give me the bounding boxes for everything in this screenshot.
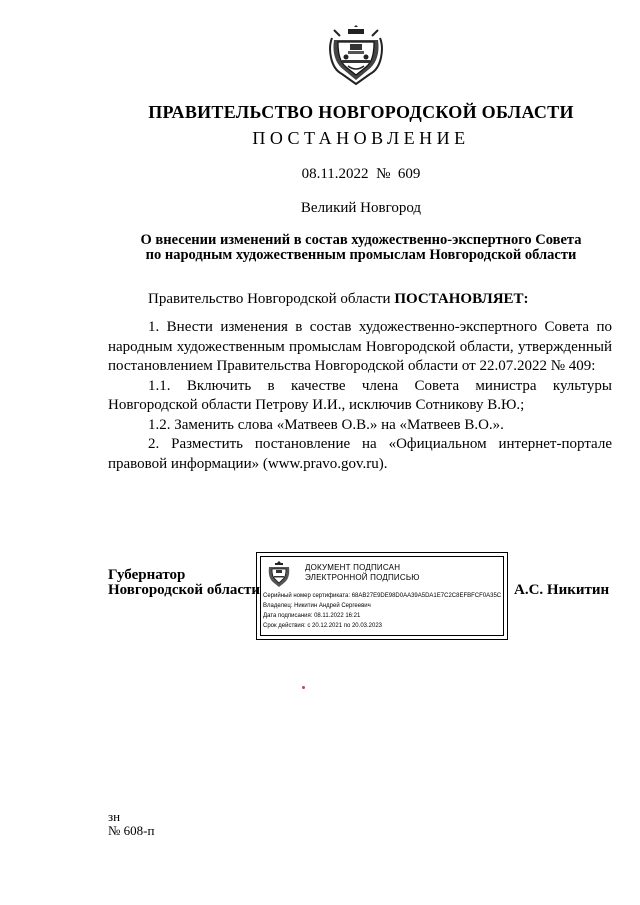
electronic-signature-stamp (256, 552, 508, 640)
paragraph-1-1: 1.1. Включить в качестве члена Совета министра культуры Новгородской области Петрову И.И., исключив Сотникову В.Ю.; (108, 377, 612, 413)
preamble-text: Правительство Новгородской области (148, 291, 395, 307)
decree-word: ПОСТАНОВЛЯЕТ: (394, 291, 529, 307)
certificate-owner: Владелец: Никитин Андрей Сергеевич (263, 603, 371, 609)
registration-ref: № 608-п (108, 823, 155, 838)
certificate-validity: Срок действия: с 20.12.2021 по 20.03.2023 (263, 623, 383, 629)
stamp-details (263, 591, 501, 631)
stamp-coat-of-arms-icon (266, 561, 292, 589)
document-date: 08.11.2022 (301, 166, 369, 182)
footer (108, 810, 154, 838)
scan-dot (302, 686, 305, 689)
stamp-inner-frame (260, 556, 504, 636)
signing-date: Дата подписания: 08.11.2022 16:21 (263, 613, 361, 619)
document-subject (0, 233, 640, 263)
stamp-title-line-2: ЭЛЕКТРОННОЙ ПОДПИСЬЮ (305, 573, 420, 582)
executor-initials: зн (108, 809, 121, 824)
date-number-line (0, 166, 640, 183)
subject-line-2: по народным художественным промыслам Новгородской области (145, 247, 577, 263)
city: Великий Новгород (300, 200, 422, 216)
coat-of-arms-icon (328, 24, 384, 86)
document-type: ПОСТАНОВЛЕНИЕ (252, 128, 470, 148)
paragraph-1: 1. Внести изменения в состав художественно-экспертного Совета по народным художественным промыслам Новгородской области, утвержденный постановлением Правительства Новгородской области от 22.07.2022 № 409: (108, 319, 612, 374)
signatory-position-line-1: Губернатор (108, 567, 186, 583)
preamble (148, 291, 529, 308)
certificate-serial: Серийный номер сертификата: 68AB27E9DE98D0AA39A5DA1E7C2C8EFBFCF0A35C (263, 593, 502, 599)
signatory-name: А.С. Никитин (514, 582, 610, 598)
number-sign: № (376, 166, 391, 182)
paragraph-1-2: 1.2. Заменить слова «Матвеев О.В.» на «Матвеев В.О.». (148, 416, 504, 433)
paragraph-2: 2. Разместить постановление на «Официальном интернет-портале правовой информации» (www.pravo.gov.ru). (108, 436, 612, 472)
signatory-position-line-2: Новгородской области (108, 582, 261, 598)
stamp-title (305, 563, 420, 583)
signatory-position (108, 568, 260, 598)
government-title: ПРАВИТЕЛЬСТВО НОВГОРОДСКОЙ ОБЛАСТИ (148, 102, 574, 122)
document-body (108, 318, 612, 474)
subject-line-1: О внесении изменений в состав художественно-экспертного Совета (140, 232, 582, 248)
document-number: 609 (397, 166, 421, 182)
stamp-title-line-1: ДОКУМЕНТ ПОДПИСАН (305, 563, 401, 572)
